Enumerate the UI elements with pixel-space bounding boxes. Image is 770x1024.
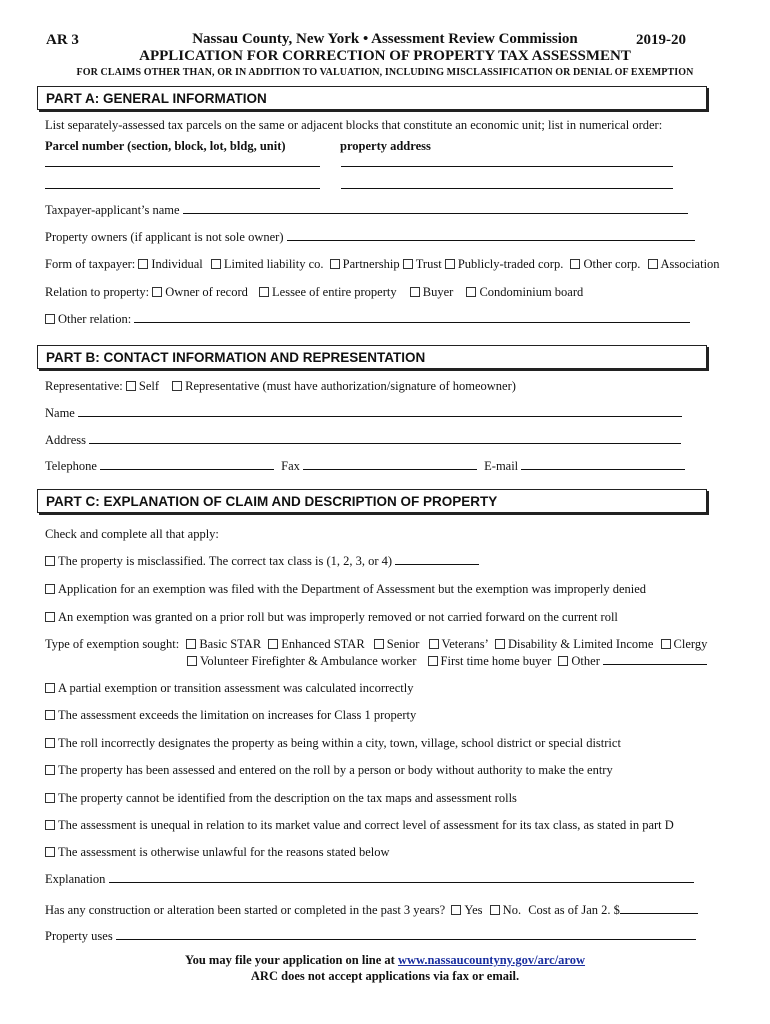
owners-row [45, 230, 695, 245]
exemption-senior[interactable]: Senior [374, 637, 420, 651]
arc-online-link[interactable]: www.nassaucountyny.gov/arc/arow [397, 953, 586, 967]
checkbox-icon[interactable] [403, 259, 413, 269]
claim-partial-exemption: A partial exemption or transition assessment was calculated incorrectly [45, 681, 413, 696]
claim-unequal: The assessment is unequal in relation to its market value and correct level of assessment for its tax class, as stated in part D [45, 818, 674, 833]
exemption-first-time-buyer[interactable]: First time home buyer [428, 654, 552, 668]
checkbox-icon[interactable] [45, 738, 55, 748]
checkbox-icon[interactable] [172, 381, 182, 391]
parcel-number-field-2[interactable] [45, 178, 320, 189]
document-title: Nassau County, New York • Assessment Review Commission [192, 31, 578, 47]
claim-district-designation: The roll incorrectly designates the property as being within a city, town, village, school district or special district [45, 736, 621, 751]
name-row [45, 406, 682, 421]
relation-option-buyer[interactable]: Buyer [410, 285, 454, 299]
claim-cannot-identify: The property cannot be identified from the description on the tax maps and assessment rolls [45, 791, 517, 806]
checkbox-icon[interactable] [211, 259, 221, 269]
checkbox-icon[interactable] [445, 259, 455, 269]
checkbox-icon[interactable] [330, 259, 340, 269]
form-year: 2019-20 [636, 32, 686, 48]
exemption-enhanced-star[interactable]: Enhanced STAR [268, 637, 364, 651]
checkbox-icon[interactable] [428, 656, 438, 666]
checkbox-icon[interactable] [490, 905, 500, 915]
checkbox-icon[interactable] [152, 287, 162, 297]
form-of-taxpayer-row [45, 257, 720, 272]
checkbox-icon[interactable] [45, 820, 55, 830]
checkbox-icon[interactable] [45, 584, 55, 594]
parcel-number-field-1[interactable] [45, 156, 320, 167]
representative-row [45, 379, 516, 394]
exemption-veterans[interactable]: Veterans’ [429, 637, 488, 651]
form-option-other-corp[interactable]: Other corp. [570, 257, 640, 271]
property-owners-field[interactable] [287, 230, 695, 241]
checkbox-icon[interactable] [451, 905, 461, 915]
property-address-header: property address [340, 139, 431, 153]
other-relation-field[interactable] [134, 312, 690, 323]
cost-field[interactable] [620, 903, 698, 914]
relation-label: Relation to property: [45, 285, 150, 299]
checkbox-icon[interactable] [268, 639, 278, 649]
claim-class-1-limit: The assessment exceeds the limitation on increases for Class 1 property [45, 708, 416, 723]
relation-option-owner[interactable]: Owner of record [152, 285, 248, 299]
explanation-label: Explanation [45, 872, 106, 886]
rep-option-self[interactable]: Self [126, 379, 159, 393]
claim-unlawful: The assessment is otherwise unlawful for the reasons stated below [45, 845, 390, 860]
parcel-row-1 [45, 156, 673, 171]
checkbox-icon[interactable] [186, 639, 196, 649]
claim-without-authority: The property has been assessed and entered on the roll by a person or body without authority to make the entry [45, 763, 613, 778]
part-c-heading: PART C: EXPLANATION OF CLAIM AND DESCRIPTION OF PROPERTY [37, 489, 707, 513]
checkbox-icon[interactable] [466, 287, 476, 297]
checkbox-icon[interactable] [126, 381, 136, 391]
name-field[interactable] [78, 406, 682, 417]
exemption-type-label: Type of exemption sought: [45, 637, 180, 651]
checkbox-icon[interactable] [648, 259, 658, 269]
taxpayer-name-label: Taxpayer-applicant’s name [45, 203, 180, 217]
claim-exemption-denied: Application for an exemption was filed with the Department of Assessment but the exemption was improperly denied [45, 582, 646, 597]
form-id: AR 3 [46, 32, 79, 48]
property-owners-label: Property owners (if applicant is not sole owner) [45, 230, 284, 244]
checkbox-icon[interactable] [45, 793, 55, 803]
checkbox-icon[interactable] [45, 683, 55, 693]
telephone-field[interactable] [100, 459, 274, 470]
exemption-firefighter[interactable]: Volunteer Firefighter & Ambulance worker [187, 654, 416, 668]
relation-row [45, 285, 583, 300]
checkbox-icon[interactable] [410, 287, 420, 297]
relation-option-condo-board[interactable]: Condominium board [466, 285, 583, 299]
address-field[interactable] [89, 433, 681, 444]
claim-misclassified: The property is misclassified. The correct tax class is (1, 2, 3, or 4) [45, 554, 479, 569]
checkbox-icon[interactable] [45, 314, 55, 324]
fax-field[interactable] [303, 459, 477, 470]
checkbox-icon[interactable] [45, 612, 55, 622]
explanation-field[interactable] [109, 872, 694, 883]
exemption-basic-star[interactable]: Basic STAR [186, 637, 261, 651]
checkbox-icon[interactable] [138, 259, 148, 269]
fax-label: Fax [281, 459, 300, 473]
construction-no[interactable]: No. [490, 903, 521, 917]
checkbox-icon[interactable] [558, 656, 568, 666]
exemption-other-field[interactable] [603, 654, 707, 665]
checkbox-icon[interactable] [187, 656, 197, 666]
checkbox-icon[interactable] [45, 765, 55, 775]
form-option-association[interactable]: Association [648, 257, 720, 271]
part-b-heading: PART B: CONTACT INFORMATION AND REPRESENTATION [37, 345, 707, 369]
address-row [45, 433, 681, 448]
construction-yes[interactable]: Yes [451, 903, 482, 917]
taxpayer-name-field[interactable] [183, 203, 688, 214]
form-option-individual[interactable]: Individual [138, 257, 202, 271]
parcel-number-header: Parcel number (section, block, lot, bldg, unit) [45, 139, 286, 153]
property-address-field-1[interactable] [341, 156, 673, 167]
claim-exemption-removed: An exemption was granted on a prior roll but was improperly removed or not carried forward on the current roll [45, 610, 618, 625]
construction-row [45, 903, 698, 918]
checkbox-icon[interactable] [45, 556, 55, 566]
relation-option-lessee[interactable]: Lessee of entire property [259, 285, 397, 299]
checkbox-icon[interactable] [45, 710, 55, 720]
representative-label: Representative: [45, 379, 123, 393]
checkbox-icon[interactable] [495, 639, 505, 649]
parcel-instruction: List separately-assessed tax parcels on the same or adjacent blocks that constitute an economic unit; list in numerical order: [45, 118, 663, 132]
email-field[interactable] [521, 459, 685, 470]
email-label: E-mail [484, 459, 519, 473]
exemption-disability[interactable]: Disability & Limited Income [495, 637, 653, 651]
exemption-type-row-2 [187, 654, 707, 669]
telephone-label: Telephone [45, 459, 97, 473]
no-fax-note: ARC does not accept applications via fax or email. [250, 969, 520, 983]
parcel-row-2 [45, 178, 673, 193]
claims-note: FOR CLAIMS OTHER THAN, OR IN ADDITION TO VALUATION, INCLUDING MISCLASSIFICATION OR DENIAL OF EXEMPTION [76, 67, 694, 78]
property-uses-field[interactable] [116, 929, 696, 940]
online-filing-note: You may file your application on line at www.nassaucountyny.gov/arc/arow [184, 953, 586, 967]
cost-label: Cost as of Jan 2. $ [528, 903, 620, 917]
form-of-taxpayer-label: Form of taxpayer: [45, 257, 136, 271]
form-option-public-corp[interactable]: Publicly-traded corp. [445, 257, 564, 271]
checkbox-icon[interactable] [374, 639, 384, 649]
checkbox-icon[interactable] [429, 639, 439, 649]
other-relation-row [45, 312, 690, 327]
property-uses-label: Property uses [45, 929, 113, 943]
form-option-trust[interactable]: Trust [403, 257, 442, 271]
check-all-instruction: Check and complete all that apply: [45, 527, 219, 541]
form-option-partnership[interactable]: Partnership [330, 257, 400, 271]
construction-question: Has any construction or alteration been started or completed in the past 3 years? [45, 903, 446, 917]
explanation-row [45, 872, 694, 887]
exemption-other[interactable]: Other [558, 654, 599, 668]
taxpayer-row [45, 203, 688, 218]
document-subtitle: APPLICATION FOR CORRECTION OF PROPERTY TAX ASSESSMENT [139, 48, 631, 64]
name-label: Name [45, 406, 75, 420]
part-a-heading: PART A: GENERAL INFORMATION [37, 86, 707, 110]
checkbox-icon[interactable] [570, 259, 580, 269]
exemption-type-row-1 [45, 637, 707, 652]
tax-class-field[interactable] [395, 554, 479, 565]
other-relation-label: Other relation: [58, 312, 132, 326]
address-label: Address [45, 433, 86, 447]
property-address-field-2[interactable] [341, 178, 673, 189]
rep-option-representative[interactable]: Representative (must have authorization/signature of homeowner) [172, 379, 516, 393]
exemption-clergy[interactable]: Clergy [661, 637, 708, 651]
form-option-llc[interactable]: Limited liability co. [211, 257, 324, 271]
property-uses-row [45, 929, 696, 944]
checkbox-icon[interactable] [259, 287, 269, 297]
contact-row [45, 459, 685, 474]
checkbox-icon[interactable] [45, 847, 55, 857]
checkbox-icon[interactable] [661, 639, 671, 649]
